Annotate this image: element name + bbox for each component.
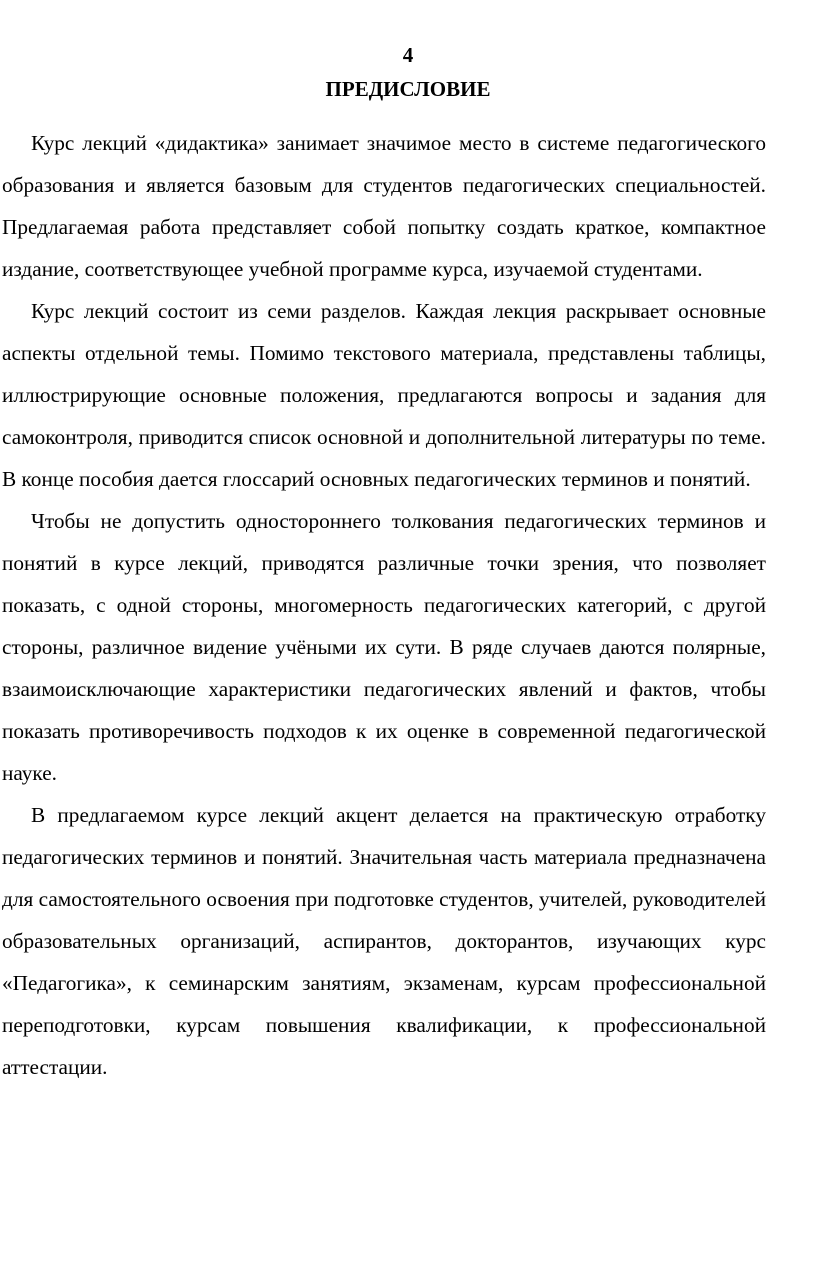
paragraph-3: Чтобы не допустить одностороннего толкования педагогических терминов и понятий в курсе лекций, приводятся различные точки зрения, что позволяет показать, с одной стороны, многомерность педагогических категорий, с другой стороны, различное видение учёными их сути. В ряде случаев даются полярные, взаимоисключающие характеристики педагогических явлений и фактов, чтобы показать противоречивость подходов к их оценке в современной педагогической науке. [2, 509, 766, 785]
paragraph-4: В предлагаемом курсе лекций акцент делается на практическую отработку педагогических терминов и понятий. Значительная часть материала предназначена для самостоятельного освоения при подготовке студентов, учителей, руководителей образовательных организаций, аспирантов, докторантов, изучающих курс «Педагогика», к семинарским занятиям, экзаменам, курсам профессиональной переподготовки, курсам повышения квалификации, к профессиональной аттестации. [2, 803, 766, 1079]
paragraph-1: Курс лекций «дидактика» занимает значимое место в системе педагогического образования и является базовым для студентов педагогических специальностей. Предлагаемая работа представляет собой попытку создать краткое, компактное издание, соответствующее учебной программе курса, изучаемой студентами. [2, 131, 766, 281]
body-text [2, 122, 766, 1088]
page-title: ПРЕДИСЛОВИЕ [325, 77, 491, 101]
page-number: 4 [402, 43, 414, 67]
paragraph-2: Курс лекций состоит из семи разделов. Каждая лекция раскрывает основные аспекты отдельной темы. Помимо текстового материала, представлены таблицы, иллюстрирующие основные положения, предлагаются вопросы и задания для самоконтроля, приводится список основной и дополнительной литературы по теме. В конце пособия дается глоссарий основных педагогических терминов и понятий. [2, 299, 766, 491]
